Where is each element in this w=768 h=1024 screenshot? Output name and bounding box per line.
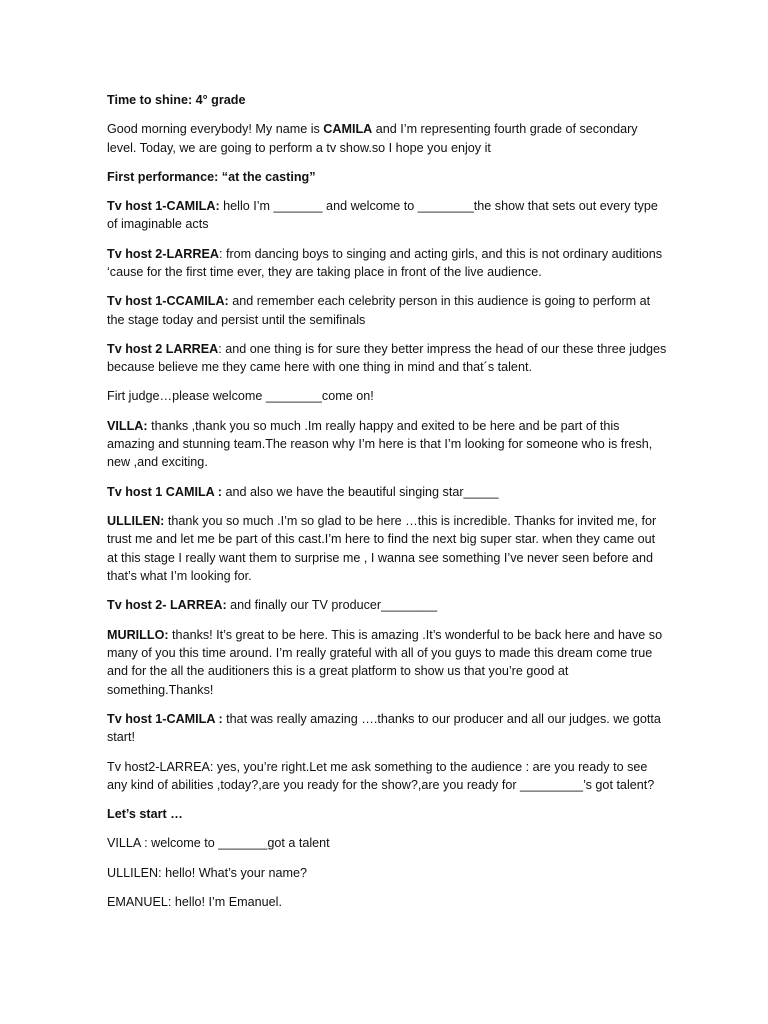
intro-paragraph (107, 120, 667, 157)
closing-line: VILLA : welcome to _______got a talent (107, 836, 330, 851)
closing-line: EMANUEL: hello! I’m Emanuel. (107, 894, 282, 909)
script-line (107, 483, 667, 501)
line-text: thanks! It’s great to be here. This is amazing .It’s wonderful to be back here and have so many of you this time around. I’m really grateful with all of you guys to made this dream come true and for the all the auditioners this is a great platform to show us that you’re good at something.Thanks! (107, 627, 663, 697)
script-line (107, 626, 667, 700)
intro-rest: and I’m representing fourth grade of secondary level. Today, we are going to perform a tv show.so I hope you enjoy it (107, 122, 638, 155)
document-title: Time to shine: 4° grade (107, 93, 246, 107)
script-line (107, 245, 667, 282)
speaker: ULLILEN: (107, 513, 165, 528)
line-text: hello I’m _______ and welcome to ________the show that sets out every type of imaginable acts (107, 199, 658, 232)
line-text: : and one thing is for sure they better impress the head of our these three judges because believe me they came here with one thing in mind and that´s talent. (107, 341, 667, 375)
script-line (107, 197, 667, 234)
line-text: thank you so much .I’m so glad to be here …this is incredible. Thanks for invited me, for trust me and let me be part of this cast.I’m here to find the next big super star. when they came out at this stage I really want them to surprise me , I wanna see something I’ve never seen before and that’s what I’m looking for. (107, 513, 657, 584)
document-page (107, 91, 667, 922)
intro-name: CAMILA (323, 122, 373, 137)
script-line (107, 417, 667, 472)
speaker: Tv host 1 CAMILA : (107, 484, 222, 499)
line-text: that was really amazing ….thanks to our producer and all our judges. we gotta start! (107, 711, 661, 745)
script-line (107, 512, 667, 586)
script-line (107, 710, 667, 747)
section-heading-lets-start: Let’s start … (107, 807, 183, 822)
script-line (107, 596, 667, 614)
closing-line: ULLILEN: hello! What’s your name? (107, 865, 307, 880)
speaker: Tv host 2-LARREA (107, 246, 219, 261)
script-line (107, 340, 667, 377)
line-text: and also we have the beautiful singing star_____ (221, 484, 499, 499)
speaker: Tv host 1-CAMILA: (107, 199, 220, 214)
intro-text: Good morning everybody! My name is (107, 122, 324, 137)
line-text: and remember each celebrity person in this audience is going to perform at the stage today and persist until the semifinals (107, 294, 651, 327)
script-line (107, 387, 667, 405)
speaker: Tv host 1-CCAMILA: (107, 294, 229, 309)
speaker: Tv host 1-CAMILA : (107, 711, 223, 726)
line-text: and finally our TV producer________ (226, 598, 438, 613)
line-text: Firt judge…please welcome ________come on! (107, 389, 374, 404)
speaker: Tv host 2 LARREA (107, 341, 219, 356)
section-heading-first-performance: First performance: “at the casting” (107, 169, 316, 184)
speaker: Tv host 2- LARREA: (107, 598, 227, 613)
script-line (107, 292, 667, 329)
script-line (107, 758, 667, 795)
line-text: : from dancing boys to singing and acting girls, and this is not ordinary auditions ‘cause for the first time ever, they are taking place in front of the live audience. (107, 246, 663, 280)
speaker: VILLA: (107, 418, 148, 433)
line-text: Tv host2-LARREA: yes, you’re right.Let me ask something to the audience : are you ready to see any kind of abilities ,today?,are you ready for the show?,are you ready for _________’s got talent? (107, 759, 655, 792)
line-text: thanks ,thank you so much .Im really happy and exited to be here and be part of this amazing and stunning team.The reason why I’m here is that I’m looking for someone who is fresh, new ,and exciting. (107, 418, 653, 470)
speaker: MURILLO: (107, 627, 169, 642)
